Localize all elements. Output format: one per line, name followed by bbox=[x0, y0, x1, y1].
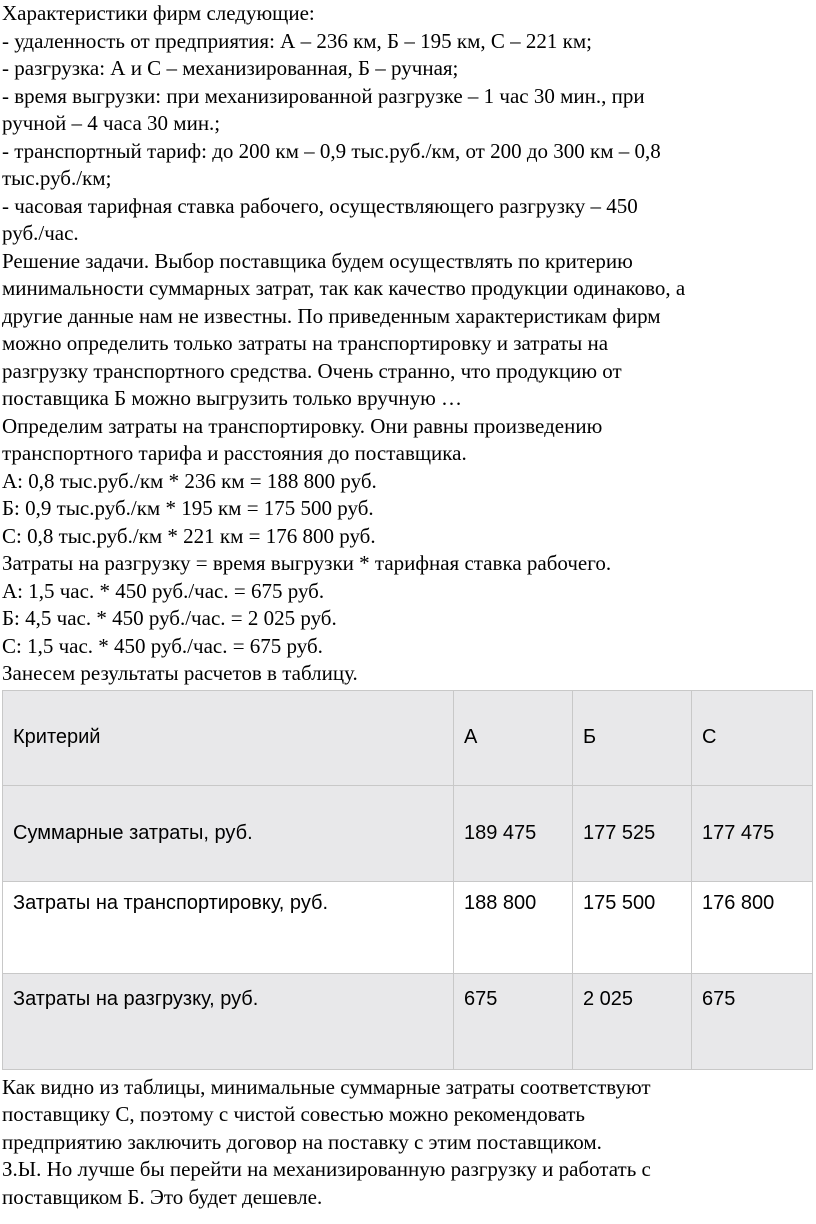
table-cell: Затраты на разгрузку, руб. bbox=[3, 973, 454, 1069]
text-line: С: 0,8 тыс.руб./км * 221 км = 176 800 руб. bbox=[2, 523, 376, 548]
text-line: - транспортный тариф: до 200 км – 0,9 тыс.руб./км, от 200 до 300 км – 0,8 bbox=[2, 138, 661, 163]
text-line: разгрузку транспортного средства. Очень странно, что продукцию от bbox=[2, 358, 622, 383]
results-table bbox=[2, 690, 813, 1070]
table-header-row bbox=[3, 690, 813, 785]
text-line: С: 1,5 час. * 450 руб./час. = 675 руб. bbox=[2, 633, 323, 658]
text-line: можно определить только затраты на транспортировку и затраты на bbox=[2, 331, 609, 355]
table-cell: 189 475 bbox=[454, 785, 573, 881]
text-line: А: 0,8 тыс.руб./км * 236 км = 188 800 руб. bbox=[2, 468, 377, 493]
text-line: З.Ы. Но лучше бы перейти на механизированную разгрузку и работать с bbox=[2, 1157, 651, 1181]
table-cell: 177 525 bbox=[573, 785, 692, 881]
results-table-wrapper bbox=[2, 690, 814, 1070]
table-cell: 175 500 bbox=[573, 881, 692, 973]
text-line: другие данные нам не известны. По приведенным характеристикам фирм bbox=[2, 303, 661, 328]
text-line: - удаленность от предприятия: А – 236 км, Б – 195 км, С – 221 км; bbox=[2, 28, 592, 53]
header-cell-criterion: Критерий bbox=[3, 690, 454, 785]
text-line: руб./час. bbox=[2, 221, 79, 245]
text-line: - разгрузка: А и С – механизированная, Б – ручная; bbox=[2, 56, 459, 80]
text-line: поставщику С, поэтому с чистой совестью можно рекомендовать bbox=[2, 1102, 585, 1126]
table-cell: 188 800 bbox=[454, 881, 573, 973]
text-line: Затраты на разгрузку = время выгрузки * тарифная ставка рабочего. bbox=[2, 551, 612, 575]
text-line: Б: 4,5 час. * 450 руб./час. = 2 025 руб. bbox=[2, 606, 337, 630]
table-cell: Суммарные затраты, руб. bbox=[3, 785, 454, 881]
text-line: поставщиком Б. Это будет дешевле. bbox=[2, 1184, 323, 1209]
conclusion-text bbox=[2, 1074, 814, 1212]
table-row-total-costs bbox=[3, 785, 813, 881]
header-cell-b: Б bbox=[573, 690, 692, 785]
text-line: предприятию заключить договор на поставку с этим поставщиком. bbox=[2, 1129, 602, 1154]
text-line: Б: 0,9 тыс.руб./км * 195 км = 175 500 руб. bbox=[2, 496, 374, 520]
table-row-transport-costs bbox=[3, 881, 813, 973]
text-line: Определим затраты на транспортировку. Они равны произведению bbox=[2, 413, 603, 438]
table-cell: 176 800 bbox=[692, 881, 813, 973]
text-line: А: 1,5 час. * 450 руб./час. = 675 руб. bbox=[2, 578, 325, 603]
text-line: Решение задачи. Выбор поставщика будем осуществлять по критерию bbox=[2, 248, 633, 273]
text-line: ручной – 4 часа 30 мин.; bbox=[2, 111, 221, 135]
table-cell: 675 bbox=[692, 973, 813, 1069]
text-line: - часовая тарифная ставка рабочего, осуществляющего разгрузку – 450 bbox=[2, 193, 638, 218]
header-cell-c: С bbox=[692, 690, 813, 785]
text-line: минимальности суммарных затрат, так как качество продукции одинаково, а bbox=[2, 276, 686, 300]
text-line: тыс.руб./км; bbox=[2, 166, 112, 190]
table-cell: 2 025 bbox=[573, 973, 692, 1069]
header-cell-a: А bbox=[454, 690, 573, 785]
text-line: Характеристики фирм следующие: bbox=[2, 1, 315, 25]
table-row-unloading-costs bbox=[3, 973, 813, 1069]
text-line: Как видно из таблицы, минимальные суммарные затраты соответствуют bbox=[2, 1074, 651, 1099]
intro-text bbox=[2, 0, 814, 688]
text-line: транспортного тарифа и расстояния до поставщика. bbox=[2, 441, 467, 465]
document-body bbox=[2, 0, 814, 1211]
text-line: поставщика Б можно выгрузить только вручную … bbox=[2, 386, 463, 410]
table-cell: 675 bbox=[454, 973, 573, 1069]
text-line: - время выгрузки: при механизированной разгрузке – 1 час 30 мин., при bbox=[2, 83, 645, 108]
table-cell: 177 475 bbox=[692, 785, 813, 881]
text-line: Занесем результаты расчетов в таблицу. bbox=[2, 661, 358, 685]
table-cell: Затраты на транспортировку, руб. bbox=[3, 881, 454, 973]
